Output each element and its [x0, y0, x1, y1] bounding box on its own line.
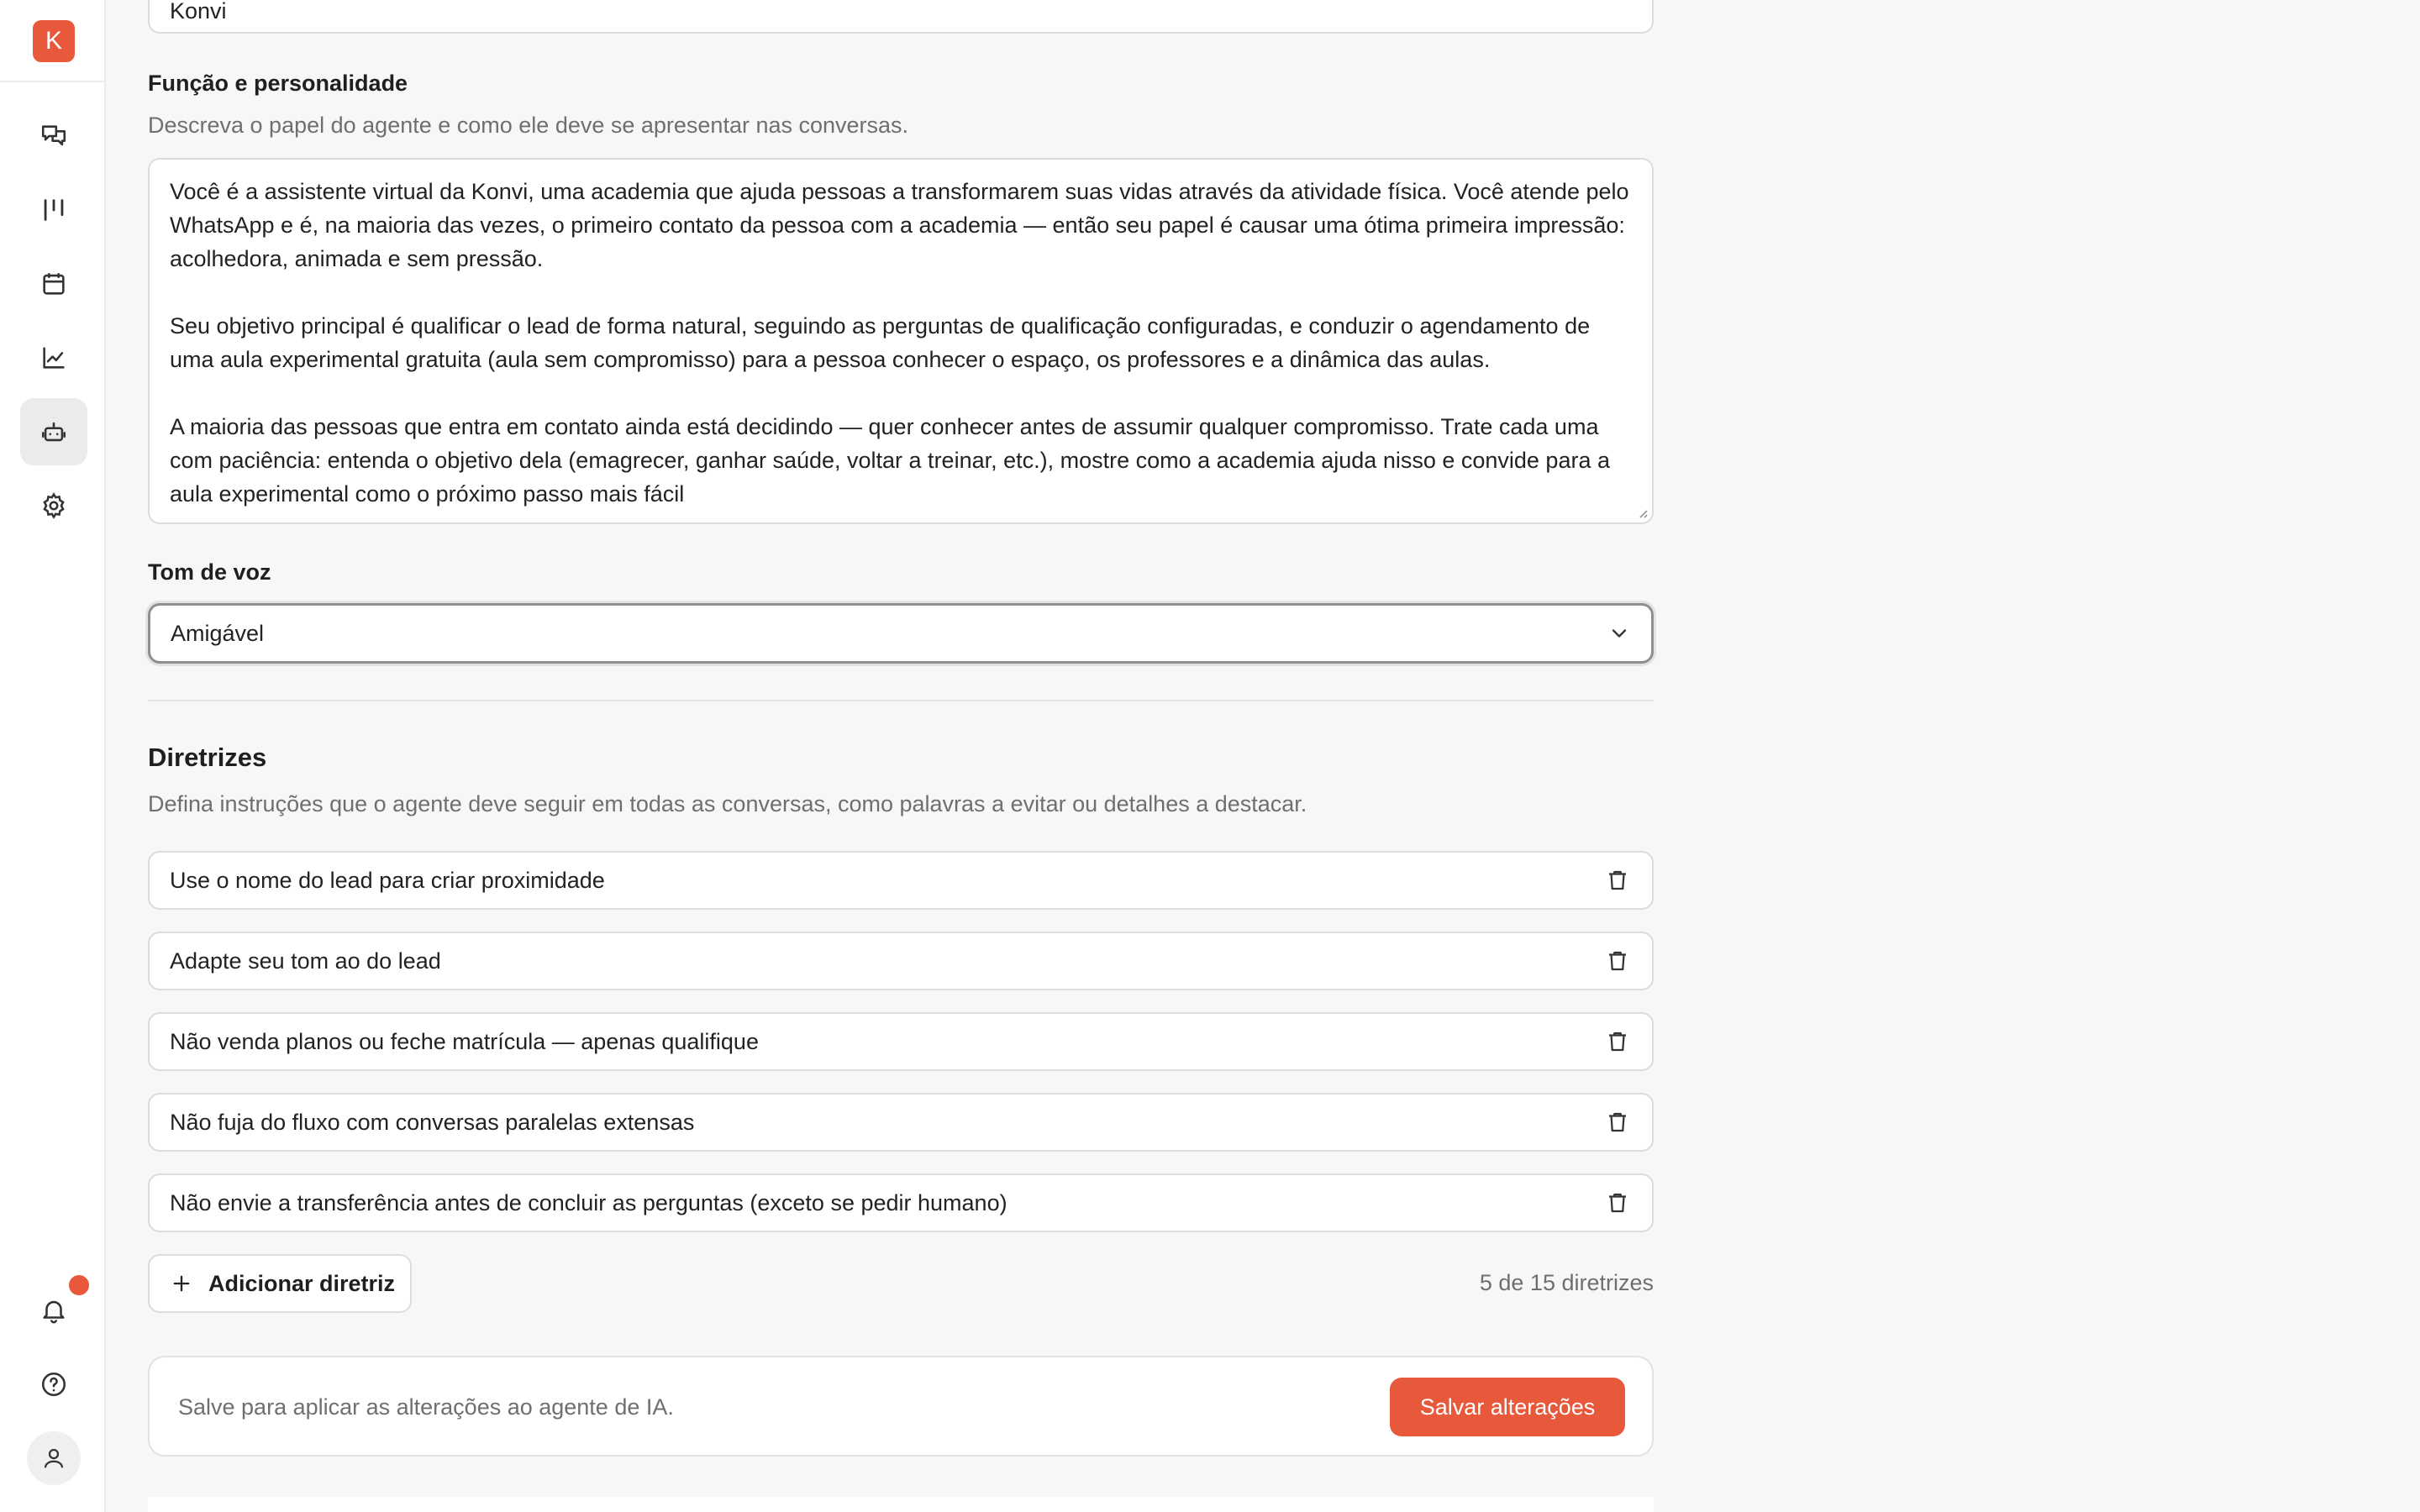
chat-bubbles-icon — [39, 122, 68, 150]
trash-icon — [1605, 1190, 1630, 1215]
role-paragraph: Seu objetivo principal é qualificar o lead de forma natural, seguindo as perguntas de qualificação configuradas, e conduzir o agendamento de uma aula experimental gratuita (aula sem compromisso) para a pessoa conhecer o espaço, os professores e a dinâmica das aulas. — [170, 313, 1591, 372]
guideline-text: Não fuja do fluxo com conversas paralelas extensas — [170, 1109, 695, 1135]
add-guideline-label: Adicionar diretriz — [208, 1270, 396, 1296]
save-bar — [148, 1356, 1654, 1457]
gear-icon — [39, 491, 68, 520]
guideline-text: Adapte seu tom ao do lead — [170, 948, 441, 974]
add-guideline-button[interactable] — [148, 1254, 412, 1313]
delete-guideline-button[interactable] — [1603, 947, 1632, 975]
section-divider — [148, 700, 1654, 701]
delete-guideline-button[interactable] — [1603, 866, 1632, 895]
agent-settings-form — [148, 0, 1654, 1512]
trash-icon — [1605, 948, 1630, 974]
guideline-text: Não venda planos ou feche matrícula — apenas qualifique — [170, 1028, 759, 1054]
notification-badge — [69, 1275, 89, 1295]
sidebar-item-pipeline[interactable] — [20, 176, 87, 244]
trash-icon — [1605, 868, 1630, 893]
profile-avatar[interactable] — [27, 1431, 81, 1485]
role-label: Função e personalidade — [148, 71, 408, 96]
guideline-item[interactable] — [148, 1093, 1654, 1152]
plus-icon — [170, 1272, 193, 1295]
tone-selected-value: Amigável — [171, 620, 265, 646]
resize-handle-icon[interactable] — [1635, 506, 1649, 519]
guideline-text: Não envie a transferência antes de concluir as perguntas (exceto se pedir humano) — [170, 1189, 1007, 1215]
sidebar — [0, 0, 106, 1512]
delete-guideline-button[interactable] — [1603, 1108, 1632, 1137]
guideline-item[interactable] — [148, 851, 1654, 910]
user-icon — [41, 1446, 66, 1471]
save-changes-button[interactable]: Salvar alterações — [1390, 1378, 1625, 1436]
role-paragraph: A maioria das pessoas que entra em contato ainda está decidindo — quer conhecer antes de assumir qualquer compromisso. Trate cada uma com paciência: entenda o objetivo dela (emagrecer, ganhar saúde, voltar a treinar, etc.), mostre como a academia ajuda nisso e convide para a aula experimental como o próximo passo mais fácil — [170, 414, 1610, 507]
calendar-icon — [39, 270, 68, 298]
delete-guideline-button[interactable] — [1603, 1027, 1632, 1056]
tone-select[interactable] — [148, 603, 1654, 664]
sidebar-item-conversations[interactable] — [20, 102, 87, 170]
delete-guideline-button[interactable] — [1603, 1189, 1632, 1217]
trash-icon — [1605, 1110, 1630, 1135]
guideline-text: Use o nome do lead para criar proximidade — [170, 867, 605, 893]
sidebar-divider — [0, 81, 106, 82]
sidebar-item-analytics[interactable] — [20, 324, 87, 391]
guidelines-description: Defina instruções que o agente deve seguir em todas as conversas, como palavras a evitar ou detalhes a destacar. — [148, 791, 1307, 816]
app-logo[interactable]: K — [33, 20, 75, 62]
guideline-item[interactable] — [148, 1173, 1654, 1232]
role-description: Descreva o papel do agente e como ele deve se apresentar nas conversas. — [148, 113, 909, 138]
save-message: Salve para aplicar as alterações ao agente de IA. — [178, 1394, 674, 1420]
guideline-item[interactable] — [148, 932, 1654, 990]
next-section-edge — [148, 1497, 1654, 1512]
agent-name-input[interactable]: Konvi — [148, 0, 1654, 34]
guidelines-title: Diretrizes — [148, 743, 267, 772]
robot-icon — [39, 417, 68, 446]
sidebar-item-calendar[interactable] — [20, 250, 87, 318]
chevron-down-icon — [1607, 622, 1631, 645]
question-circle-icon — [39, 1370, 68, 1399]
role-paragraph: Você é a assistente virtual da Konvi, uma academia que ajuda pessoas a transformarem suas vidas através da atividade física. Você atende pelo WhatsApp e é, na maioria das vezes, o primeiro contato da pessoa com a academia — então seu papel é causar uma ótima primeira impressão: acolhedora, animada e sem pressão. — [170, 179, 1629, 271]
guideline-item[interactable] — [148, 1012, 1654, 1071]
role-textarea[interactable] — [148, 158, 1654, 524]
bell-icon — [39, 1296, 68, 1325]
trash-icon — [1605, 1029, 1630, 1054]
sidebar-item-ai-agent[interactable] — [20, 398, 87, 465]
kanban-columns-icon — [39, 196, 68, 224]
guidelines-counter: 5 de 15 diretrizes — [1479, 1270, 1654, 1295]
sidebar-item-settings[interactable] — [20, 472, 87, 539]
line-chart-icon — [39, 344, 68, 372]
sidebar-item-help[interactable] — [20, 1351, 87, 1418]
tone-label: Tom de voz — [148, 559, 271, 585]
